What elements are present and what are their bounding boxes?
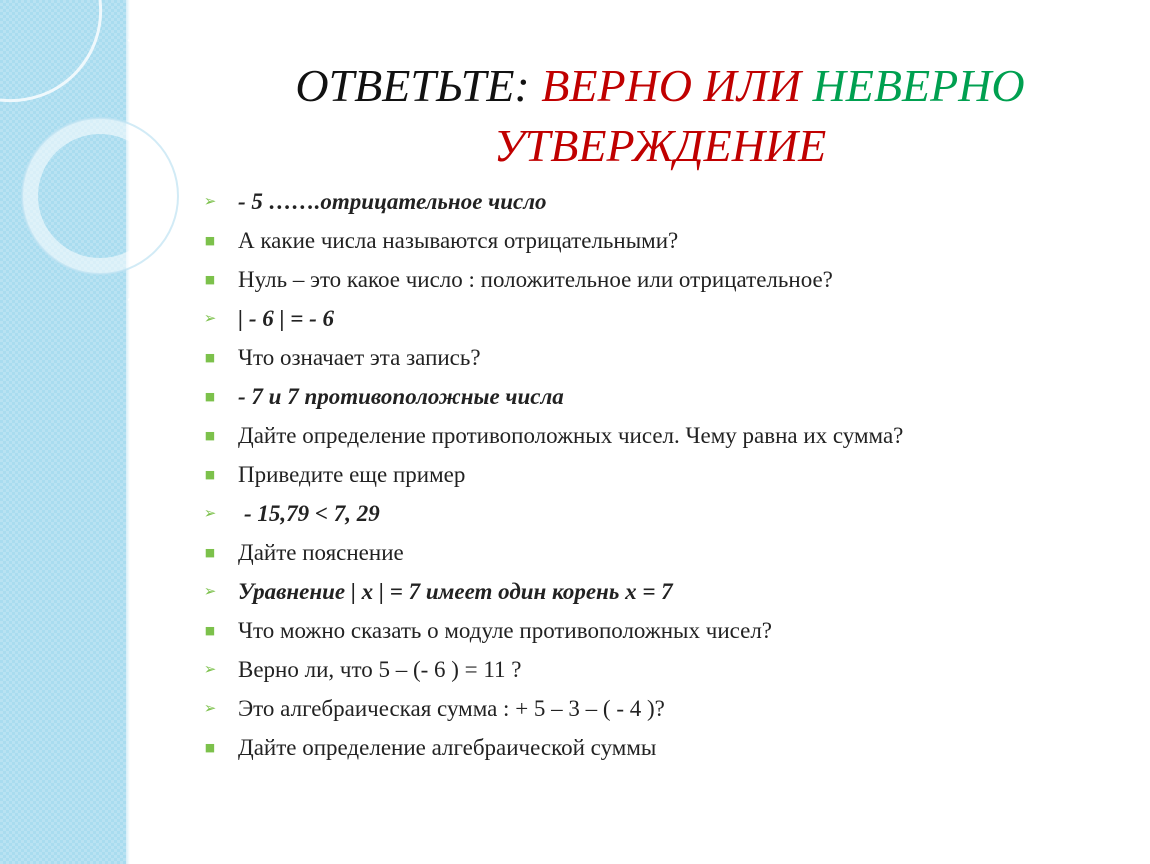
- list-item: ■ - 7 и 7 противоположные числа: [200, 377, 1100, 416]
- arrow-bullet-icon: ➢: [203, 582, 217, 600]
- list-item: ■ Нуль – это какое число : положительное или отрицательное?: [200, 260, 1100, 299]
- square-bullet-icon: ■: [204, 624, 216, 637]
- list-item: ➢ Это алгебраическая сумма : + 5 – 3 – ( - 4 )?: [200, 689, 1100, 728]
- arrow-bullet-icon: ➢: [203, 699, 217, 717]
- list-item: ➢ | - 6 | = - 6: [200, 299, 1100, 338]
- arrow-bullet-icon: ➢: [203, 660, 217, 678]
- list-item: ■ Что можно сказать о модуле противоположных чисел?: [200, 611, 1100, 650]
- square-bullet-icon: ■: [204, 234, 216, 247]
- square-bullet-icon: ■: [204, 429, 216, 442]
- list-item: ➢ Верно ли, что 5 – (- 6 ) = 11 ?: [200, 650, 1100, 689]
- arrow-bullet-icon: ➢: [203, 309, 217, 327]
- square-bullet-icon: ■: [204, 273, 216, 286]
- square-bullet-icon: ■: [204, 468, 216, 481]
- list-item: ■ Дайте пояснение: [200, 533, 1100, 572]
- list-item: ■ Дайте определение противоположных чисел. Чему равна их сумма?: [200, 416, 1100, 455]
- list-item: ■ Что означает эта запись?: [200, 338, 1100, 377]
- square-bullet-icon: ■: [204, 351, 216, 364]
- arrow-bullet-icon: ➢: [203, 504, 217, 522]
- square-bullet-icon: ■: [204, 741, 216, 754]
- slide-title: [260, 56, 1060, 176]
- list-item: ➢ - 5 …….отрицательное число: [200, 182, 1100, 221]
- square-bullet-icon: ■: [204, 390, 216, 403]
- list-item: ➢ - 15,79 < 7, 29: [200, 494, 1100, 533]
- list-item: ■ Дайте определение алгебраической суммы: [200, 728, 1100, 767]
- sidebar-edge: [126, 0, 130, 864]
- square-bullet-icon: ■: [204, 546, 216, 559]
- decorative-sidebar: [0, 0, 126, 864]
- question-list: [200, 182, 1100, 767]
- arrow-bullet-icon: ➢: [203, 192, 217, 210]
- title-false: НЕВЕРНО: [812, 60, 1025, 111]
- list-item: ■ Приведите еще пример: [200, 455, 1100, 494]
- title-prefix: ОТВЕТЬТЕ:: [295, 60, 530, 111]
- title-true-or: ВЕРНО ИЛИ: [541, 60, 802, 111]
- list-item: ➢ Уравнение | х | = 7 имеет один корень х = 7: [200, 572, 1100, 611]
- list-item: ■ А какие числа называются отрицательными?: [200, 221, 1100, 260]
- title-statement: УТВЕРЖДЕНИЕ: [493, 120, 827, 171]
